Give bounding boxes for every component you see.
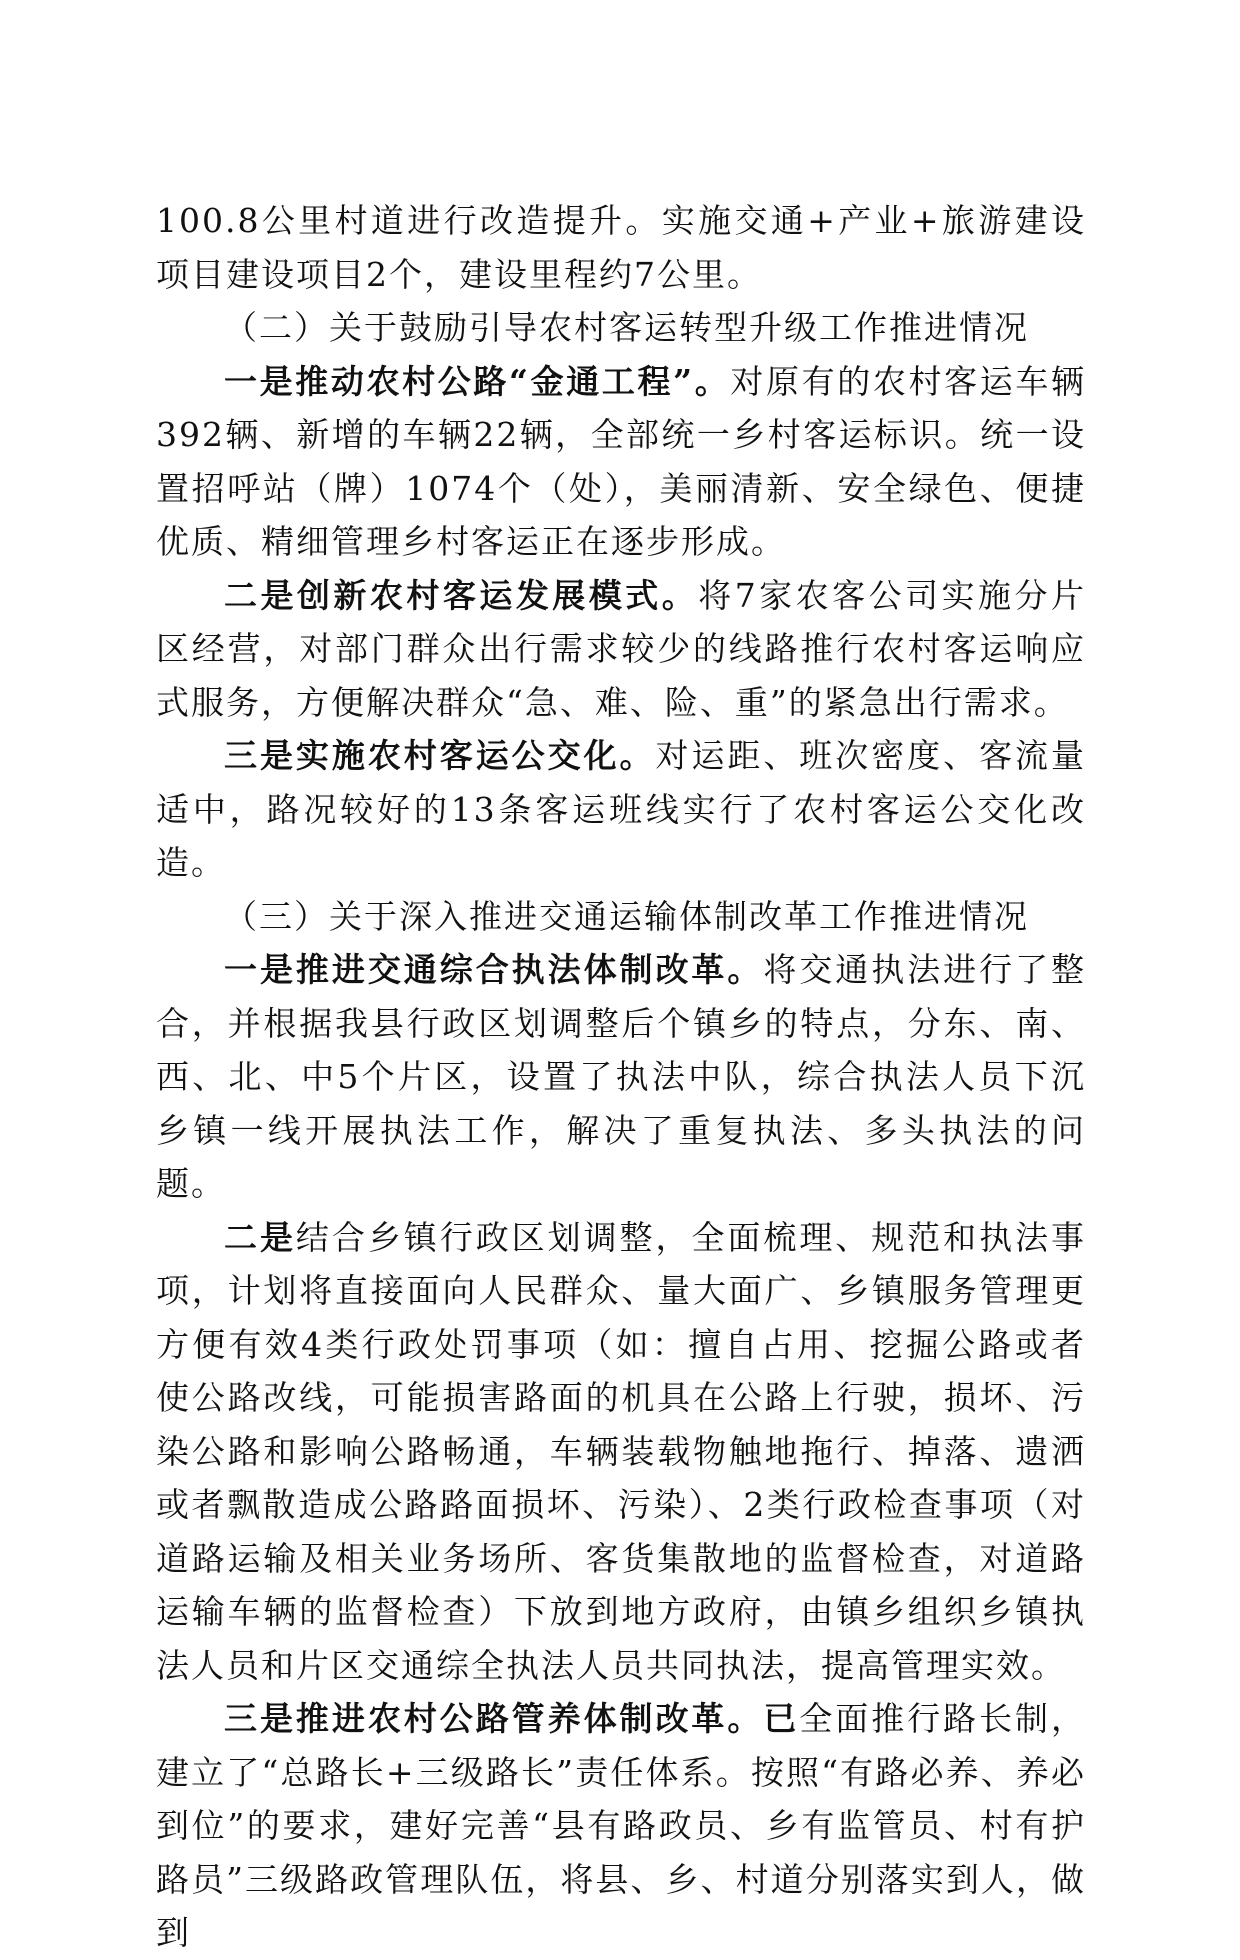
paragraph-bus-transformation — [156, 729, 1086, 890]
document-body — [156, 194, 1086, 1960]
paragraph-lead: 一是推动农村公路“金通工程”。 — [224, 361, 731, 401]
paragraph-text: 将交通执法进行了整合，并根据我县行政区划调整后个镇乡的特点，分东、南、西、北、中5个片区，设置了执法中队，综合执法人员下沉乡镇一线开展执法工作，解决了重复执法、多头执法的问题。 — [156, 950, 1087, 1203]
paragraph-enforcement-reform — [156, 943, 1086, 1211]
paragraph-text: 100.8公里村道进行改造提升。实施交通+产业+旅游建设项目建设项目2个，建设里程约7公里。 — [156, 201, 1086, 294]
paragraph-text: 对运距、班次密度、客流量适中，路况较好的13条客运班线实行了农村客运公交化改造。 — [156, 736, 1087, 882]
heading-text: （二）关于鼓励引导农村客运转型升级工作推进情况 — [224, 308, 1029, 347]
paragraph-text: 将7家农客公司实施分片区经营，对部门群众出行需求较少的线路推行农村客运响应式服务，方便解决群众“急、难、险、重”的紧急出行需求。 — [156, 575, 1086, 722]
paragraph-road-maintenance-reform — [156, 1692, 1086, 1960]
paragraph-lead: 二是 — [224, 1217, 296, 1257]
paragraph-text: 对原有的农村客运车辆392辆、新增的车辆22辆，全部统一乡村客运标识。统一设置招呼站（牌）1074个（处），美丽清新、安全绿色、便捷优质、精细管理乡村客运正在逐步形成。 — [156, 361, 1086, 561]
paragraph-lead: 三是实施农村客运公交化。 — [224, 736, 656, 775]
paragraph-lead: 二是创新农村客运发展模式。 — [224, 575, 699, 615]
paragraph-text: 全面推行路长制，建立了“总路长+三级路长”责任体系。按照“有路必养、养必到位”的要求，建好完善“县有路政员、乡有监管员、村有护路员”三级路政管理队伍，将县、乡、村道分别落实到人，做到 — [156, 1699, 1087, 1952]
heading-text: （三）关于深入推进交通运输体制改革工作推进情况 — [224, 896, 1029, 936]
paragraph-transport-model — [156, 569, 1086, 730]
paragraph-text: 结合乡镇行政区划调整，全面梳理、规范和执法事项，计划将直接面向人民群众、量大面广、乡镇服务管理更方便有效4类行政处罚事项（如：擅自占用、挖掘公路或者使公路改线，可能损害路面的机具在公路上行驶，损坏、污染公路和影响公路畅通，车辆装载物触地拖行、掉落、遗洒或者飘散造成公路路面损坏、污染）、2类行政检查事项（对道路运输及相关业务场所、客货集散地的监督检查，对道路运输车辆的监督检查）下放到地方政府，由镇乡组织乡镇执法人员和片区交通综全执法人员共同执法，提高管理实效。 — [156, 1217, 1087, 1685]
paragraph-jintong-project — [156, 355, 1086, 569]
paragraph-village-roads — [156, 194, 1086, 301]
section-heading-2 — [156, 301, 1086, 355]
paragraph-lead: 一是推进交通综合执法体制改革。 — [224, 950, 764, 989]
paragraph-township-matters — [156, 1211, 1086, 1693]
paragraph-lead: 三是推进农村公路管养体制改革。已 — [224, 1699, 800, 1738]
section-heading-3 — [156, 890, 1086, 944]
